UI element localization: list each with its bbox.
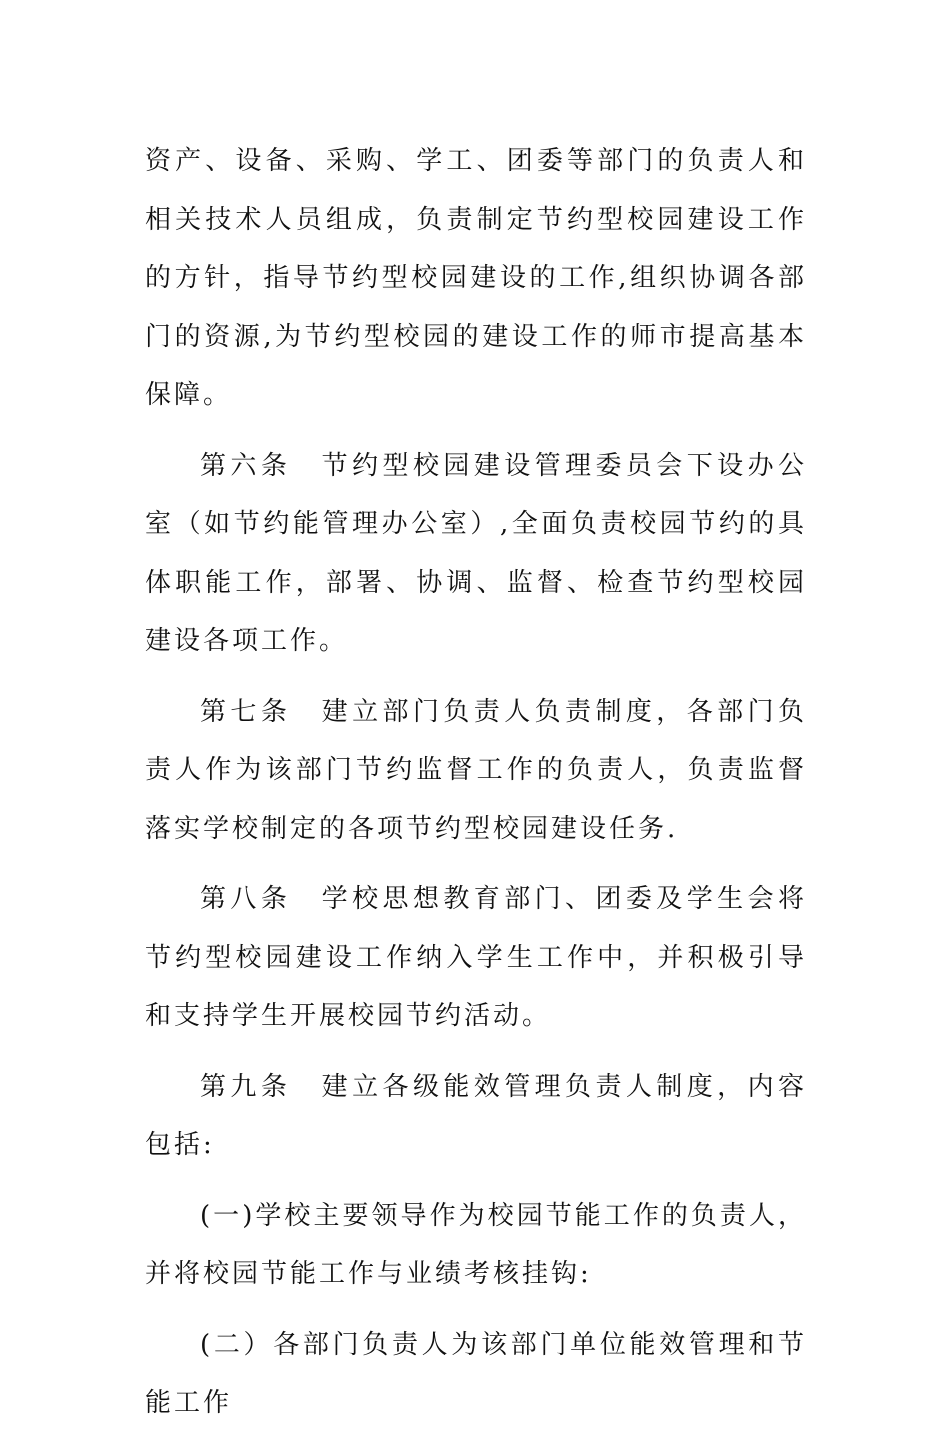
paragraph-article-7: 第七条 建立部门负责人负责制度，各部门负责人作为该部门节约监督工作的负责人，负责监督落实学校制定的各项节约型校园建设任务. <box>145 696 807 844</box>
paragraph-article-6: 第六条 节约型校园建设管理委员会下设办公室（如节约能管理办公室）,全面负责校园节约的具体职能工作，部署、协调、监督、检查节约型校园建设各项工作。 <box>145 450 807 656</box>
paragraph-article-9: 第九条 建立各级能效管理负责人制度，内容包括: <box>145 1071 807 1160</box>
paragraph-item-1: (一)学校主要领导作为校园节能工作的负责人，并将校园节能工作与业绩考核挂钩: <box>145 1200 807 1289</box>
document-body <box>145 132 807 1433</box>
paragraph-article-8: 第八条 学校思想教育部门、团委及学生会将节约型校园建设工作纳入学生工作中，并积极引导和支持学生开展校园节约活动。 <box>145 884 807 1031</box>
paragraph-continuation: 资产、设备、采购、学工、团委等部门的负责人和相关技术人员组成，负责制定节约型校园建设工作的方针，指导节约型校园建设的工作,组织协调各部门的资源,为节约型校园的建设工作的师市提高基本保障。 <box>145 146 807 410</box>
paragraph-item-2: (二）各部门负责人为该部门单位能效管理和节能工作 <box>145 1329 807 1418</box>
